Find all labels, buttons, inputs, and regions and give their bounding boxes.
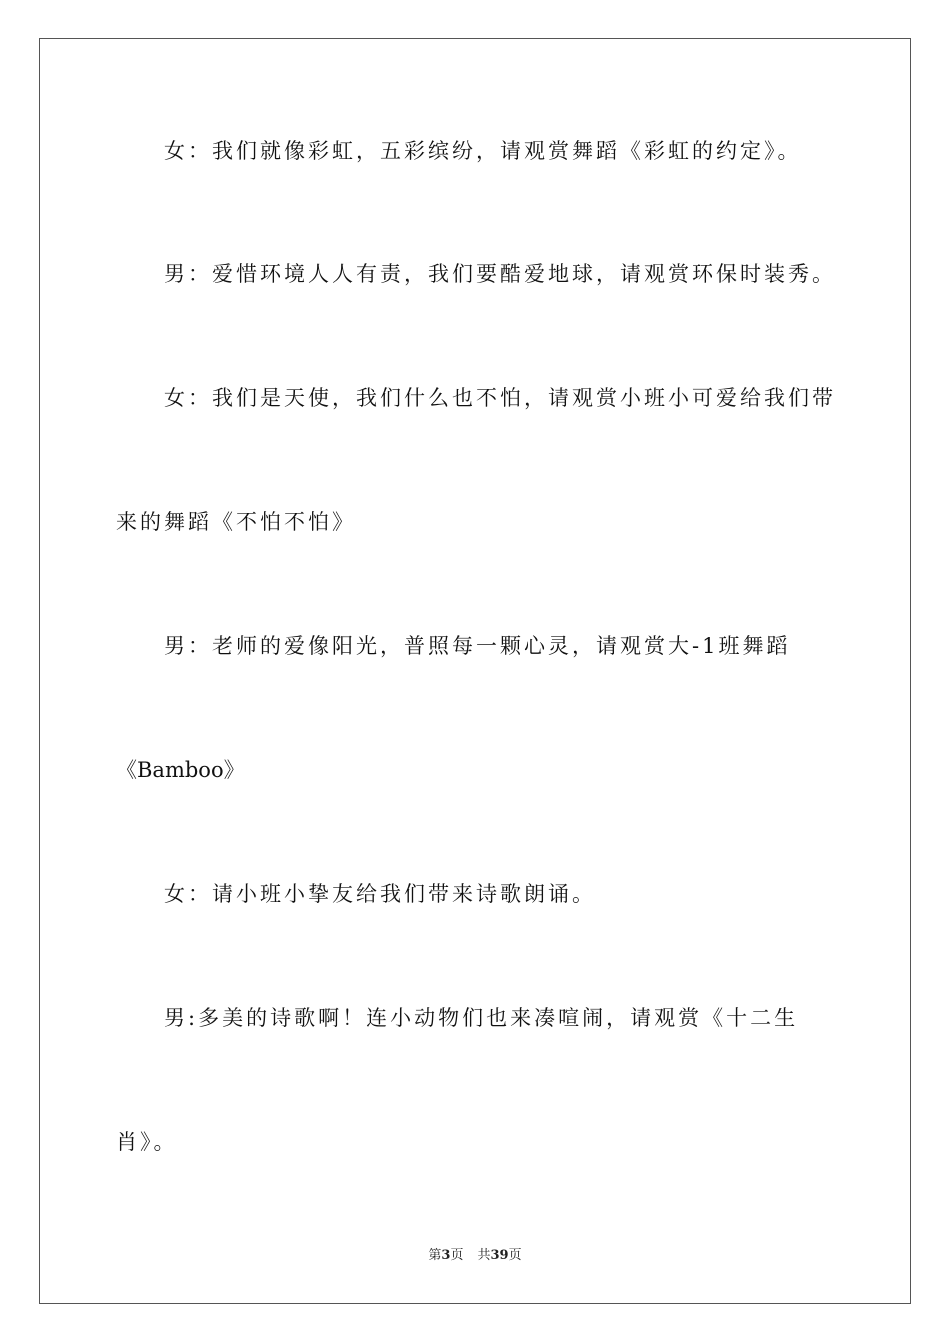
- footer-total-pages: 39: [490, 1248, 509, 1263]
- paragraph-line-6: 《Bamboo》: [116, 758, 245, 782]
- paragraph-line-8: 男:多美的诗歌啊！连小动物们也来凑喧闹，请观赏《十二生: [164, 1006, 799, 1030]
- footer-page-prefix: 第: [428, 1248, 442, 1263]
- paragraph-line-2: 男：爱惜环境人人有责，我们要酷爱地球，请观赏环保时装秀。: [164, 262, 836, 286]
- paragraph-line-4: 来的舞蹈《不怕不怕》: [116, 510, 356, 534]
- footer-page-number: 3: [441, 1248, 451, 1263]
- paragraph-line-9: 肖》。: [116, 1130, 178, 1154]
- paragraph-line-5: 男：老师的爱像阳光，普照每一颗心灵，请观赏大-1班舞蹈: [164, 634, 791, 658]
- paragraph-line-7: 女：请小班小挚友给我们带来诗歌朗诵。: [164, 882, 596, 906]
- paragraph-line-1: 女：我们就像彩虹，五彩缤纷，请观赏舞蹈《彩虹的约定》。: [164, 139, 802, 163]
- footer-total-prefix: 共: [477, 1248, 491, 1263]
- page-footer: [0, 1247, 950, 1265]
- footer-total-suffix: 页: [508, 1248, 522, 1263]
- paragraph-line-3: 女：我们是天使，我们什么也不怕，请观赏小班小可爱给我们带: [164, 386, 836, 410]
- footer-page-suffix: 页: [450, 1248, 464, 1263]
- page-border: [39, 38, 911, 1304]
